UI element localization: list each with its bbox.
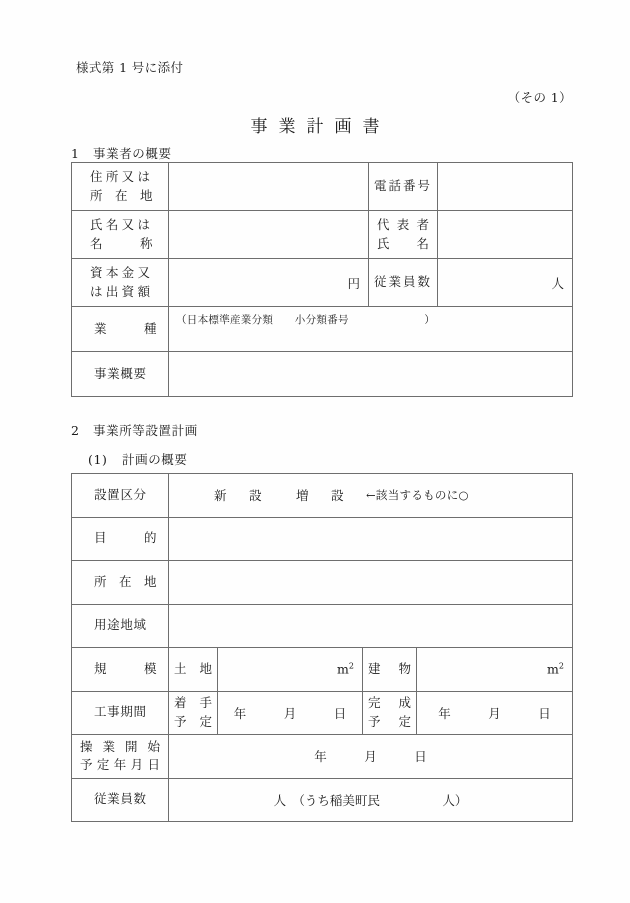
- installation-type-instruction: ←該当するものに○: [366, 488, 469, 503]
- field-address-value[interactable]: [169, 163, 369, 211]
- field-completion-date-value[interactable]: 年 月 日: [417, 691, 573, 735]
- field-plan-employee-count-value[interactable]: 人 （うち稲美町民 人）: [169, 778, 573, 822]
- row-label-construction-period-text: 工事期間: [94, 704, 146, 720]
- row-label-employee-count: [369, 259, 438, 307]
- row-label-land-use-zone: [72, 604, 169, 648]
- row-label-business-summary: [72, 352, 169, 397]
- field-land-area-value[interactable]: [218, 648, 363, 692]
- section-1-number: 1: [71, 146, 80, 161]
- row-label-industry-text: 業 種: [94, 320, 157, 336]
- field-land-use-zone-value[interactable]: [169, 604, 573, 648]
- section-1-heading: [71, 144, 172, 162]
- document-title: 事業計画書: [250, 117, 391, 137]
- section-2-1-number: (1): [88, 452, 108, 467]
- section-2-title: 事業所等設置計画: [93, 423, 198, 438]
- building-area-unit-base: m: [547, 661, 559, 677]
- row-label-scale: [72, 648, 169, 692]
- row-label-address-line1: 住所又は: [90, 168, 150, 184]
- sub-label-building-text: 建 物: [368, 660, 411, 676]
- table-row: [72, 517, 573, 561]
- sub-label-completion-planned: [363, 691, 417, 735]
- row-label-capital-line1: 資本金又: [90, 264, 150, 280]
- row-label-representative-line1: 代表者: [377, 216, 429, 232]
- field-industry-value[interactable]: [169, 307, 573, 352]
- row-label-purpose: [72, 517, 169, 561]
- row-label-representative: [369, 211, 438, 259]
- section-2-1-title: 計画の概要: [122, 452, 188, 467]
- sub-label-start-planned-line1: 着 手: [174, 695, 212, 710]
- row-label-phone-text: 電話番号: [373, 178, 432, 194]
- sub-label-building: [363, 648, 417, 692]
- row-label-construction-period: [72, 691, 169, 735]
- field-installation-type-options: [169, 474, 573, 518]
- row-label-capital-line2: は出資額: [90, 283, 150, 299]
- table-row: [72, 163, 573, 211]
- table-row: [72, 352, 573, 397]
- land-area-unit-label: [337, 662, 354, 677]
- table-row: [72, 307, 573, 352]
- row-label-land-use-zone-text: 用途地域: [94, 617, 146, 633]
- field-capital-value[interactable]: [169, 259, 369, 307]
- section-2-heading: [71, 421, 198, 439]
- sub-label-start-planned-line2: 予 定: [174, 713, 212, 729]
- row-label-name-line1: 氏名又は: [90, 216, 150, 232]
- land-area-unit-exponent: 2: [348, 661, 354, 671]
- field-business-summary-value[interactable]: [169, 352, 573, 397]
- field-operation-start-date-value[interactable]: 年 月 日: [169, 735, 573, 779]
- form-reference-note: 様式第 1 号に添付: [76, 60, 184, 75]
- field-purpose-value[interactable]: [169, 517, 573, 561]
- building-area-unit-exponent: 2: [558, 661, 564, 671]
- section-2-number: 2: [71, 423, 80, 438]
- land-area-unit-base: m: [337, 661, 349, 677]
- sub-label-start-planned: [169, 691, 218, 735]
- section-1-title: 事業者の概要: [93, 146, 172, 161]
- section-2-1-heading: [88, 450, 188, 468]
- option-new-construction[interactable]: 新 設: [214, 488, 267, 504]
- table-row: [72, 211, 573, 259]
- employee-count-unit-label: 人: [551, 275, 564, 291]
- row-label-operation-start-line1: 操業開始: [80, 738, 160, 754]
- sub-label-land: [169, 648, 218, 692]
- row-label-name-line2: 名 称: [90, 235, 153, 251]
- row-label-phone: [369, 163, 438, 211]
- field-employee-count-value[interactable]: [438, 259, 573, 307]
- row-label-address: [72, 163, 169, 211]
- table-row: [72, 648, 573, 692]
- row-label-location: [72, 561, 169, 605]
- field-location-value[interactable]: [169, 561, 573, 605]
- table-row: [72, 474, 573, 518]
- sub-label-completion-planned-line1: 完 成: [368, 695, 411, 710]
- row-label-employee-count-text: 従業員数: [373, 274, 432, 290]
- table-row: [72, 778, 573, 822]
- capital-unit-label: 円: [347, 275, 360, 291]
- field-name-value[interactable]: [169, 211, 369, 259]
- row-label-operation-start: [72, 735, 169, 779]
- row-label-capital: [72, 259, 169, 307]
- table-row: [72, 604, 573, 648]
- sheet-number-label: （その 1）: [507, 90, 572, 105]
- sub-label-land-text: 土 地: [174, 660, 212, 676]
- row-label-installation-type-text: 設置区分: [94, 486, 146, 502]
- table-row: [72, 735, 573, 779]
- table-row: [72, 259, 573, 307]
- row-label-plan-employee-count-text: 従業員数: [94, 791, 146, 807]
- row-label-operation-start-line2: 予定年月日: [80, 757, 160, 773]
- business-outline-table: [71, 162, 573, 397]
- row-label-business-summary-text: 事業概要: [94, 365, 146, 381]
- row-label-installation-type: [72, 474, 169, 518]
- row-label-name: [72, 211, 169, 259]
- table-row: [72, 561, 573, 605]
- field-representative-value[interactable]: [438, 211, 573, 259]
- row-label-address-line2: 所 在 地: [90, 187, 153, 203]
- building-area-unit-label: [547, 662, 564, 677]
- row-label-representative-line2: 氏 名: [377, 235, 429, 251]
- field-phone-value[interactable]: [438, 163, 573, 211]
- row-label-industry: [72, 307, 169, 352]
- industry-classification-note: （日本標準産業分類 小分類番号 ）: [176, 314, 436, 326]
- option-expansion[interactable]: 増 設: [296, 488, 349, 504]
- row-label-scale-text: 規 模: [94, 660, 157, 676]
- sub-label-completion-planned-line2: 予 定: [368, 713, 411, 729]
- facility-plan-table: [71, 473, 573, 822]
- row-label-purpose-text: 目 的: [94, 530, 157, 546]
- row-label-plan-employee-count: [72, 778, 169, 822]
- field-building-area-value[interactable]: [417, 648, 573, 692]
- row-label-location-text: 所 在 地: [94, 573, 157, 589]
- table-row: [72, 691, 573, 735]
- field-start-date-value[interactable]: 年 月 日: [218, 691, 363, 735]
